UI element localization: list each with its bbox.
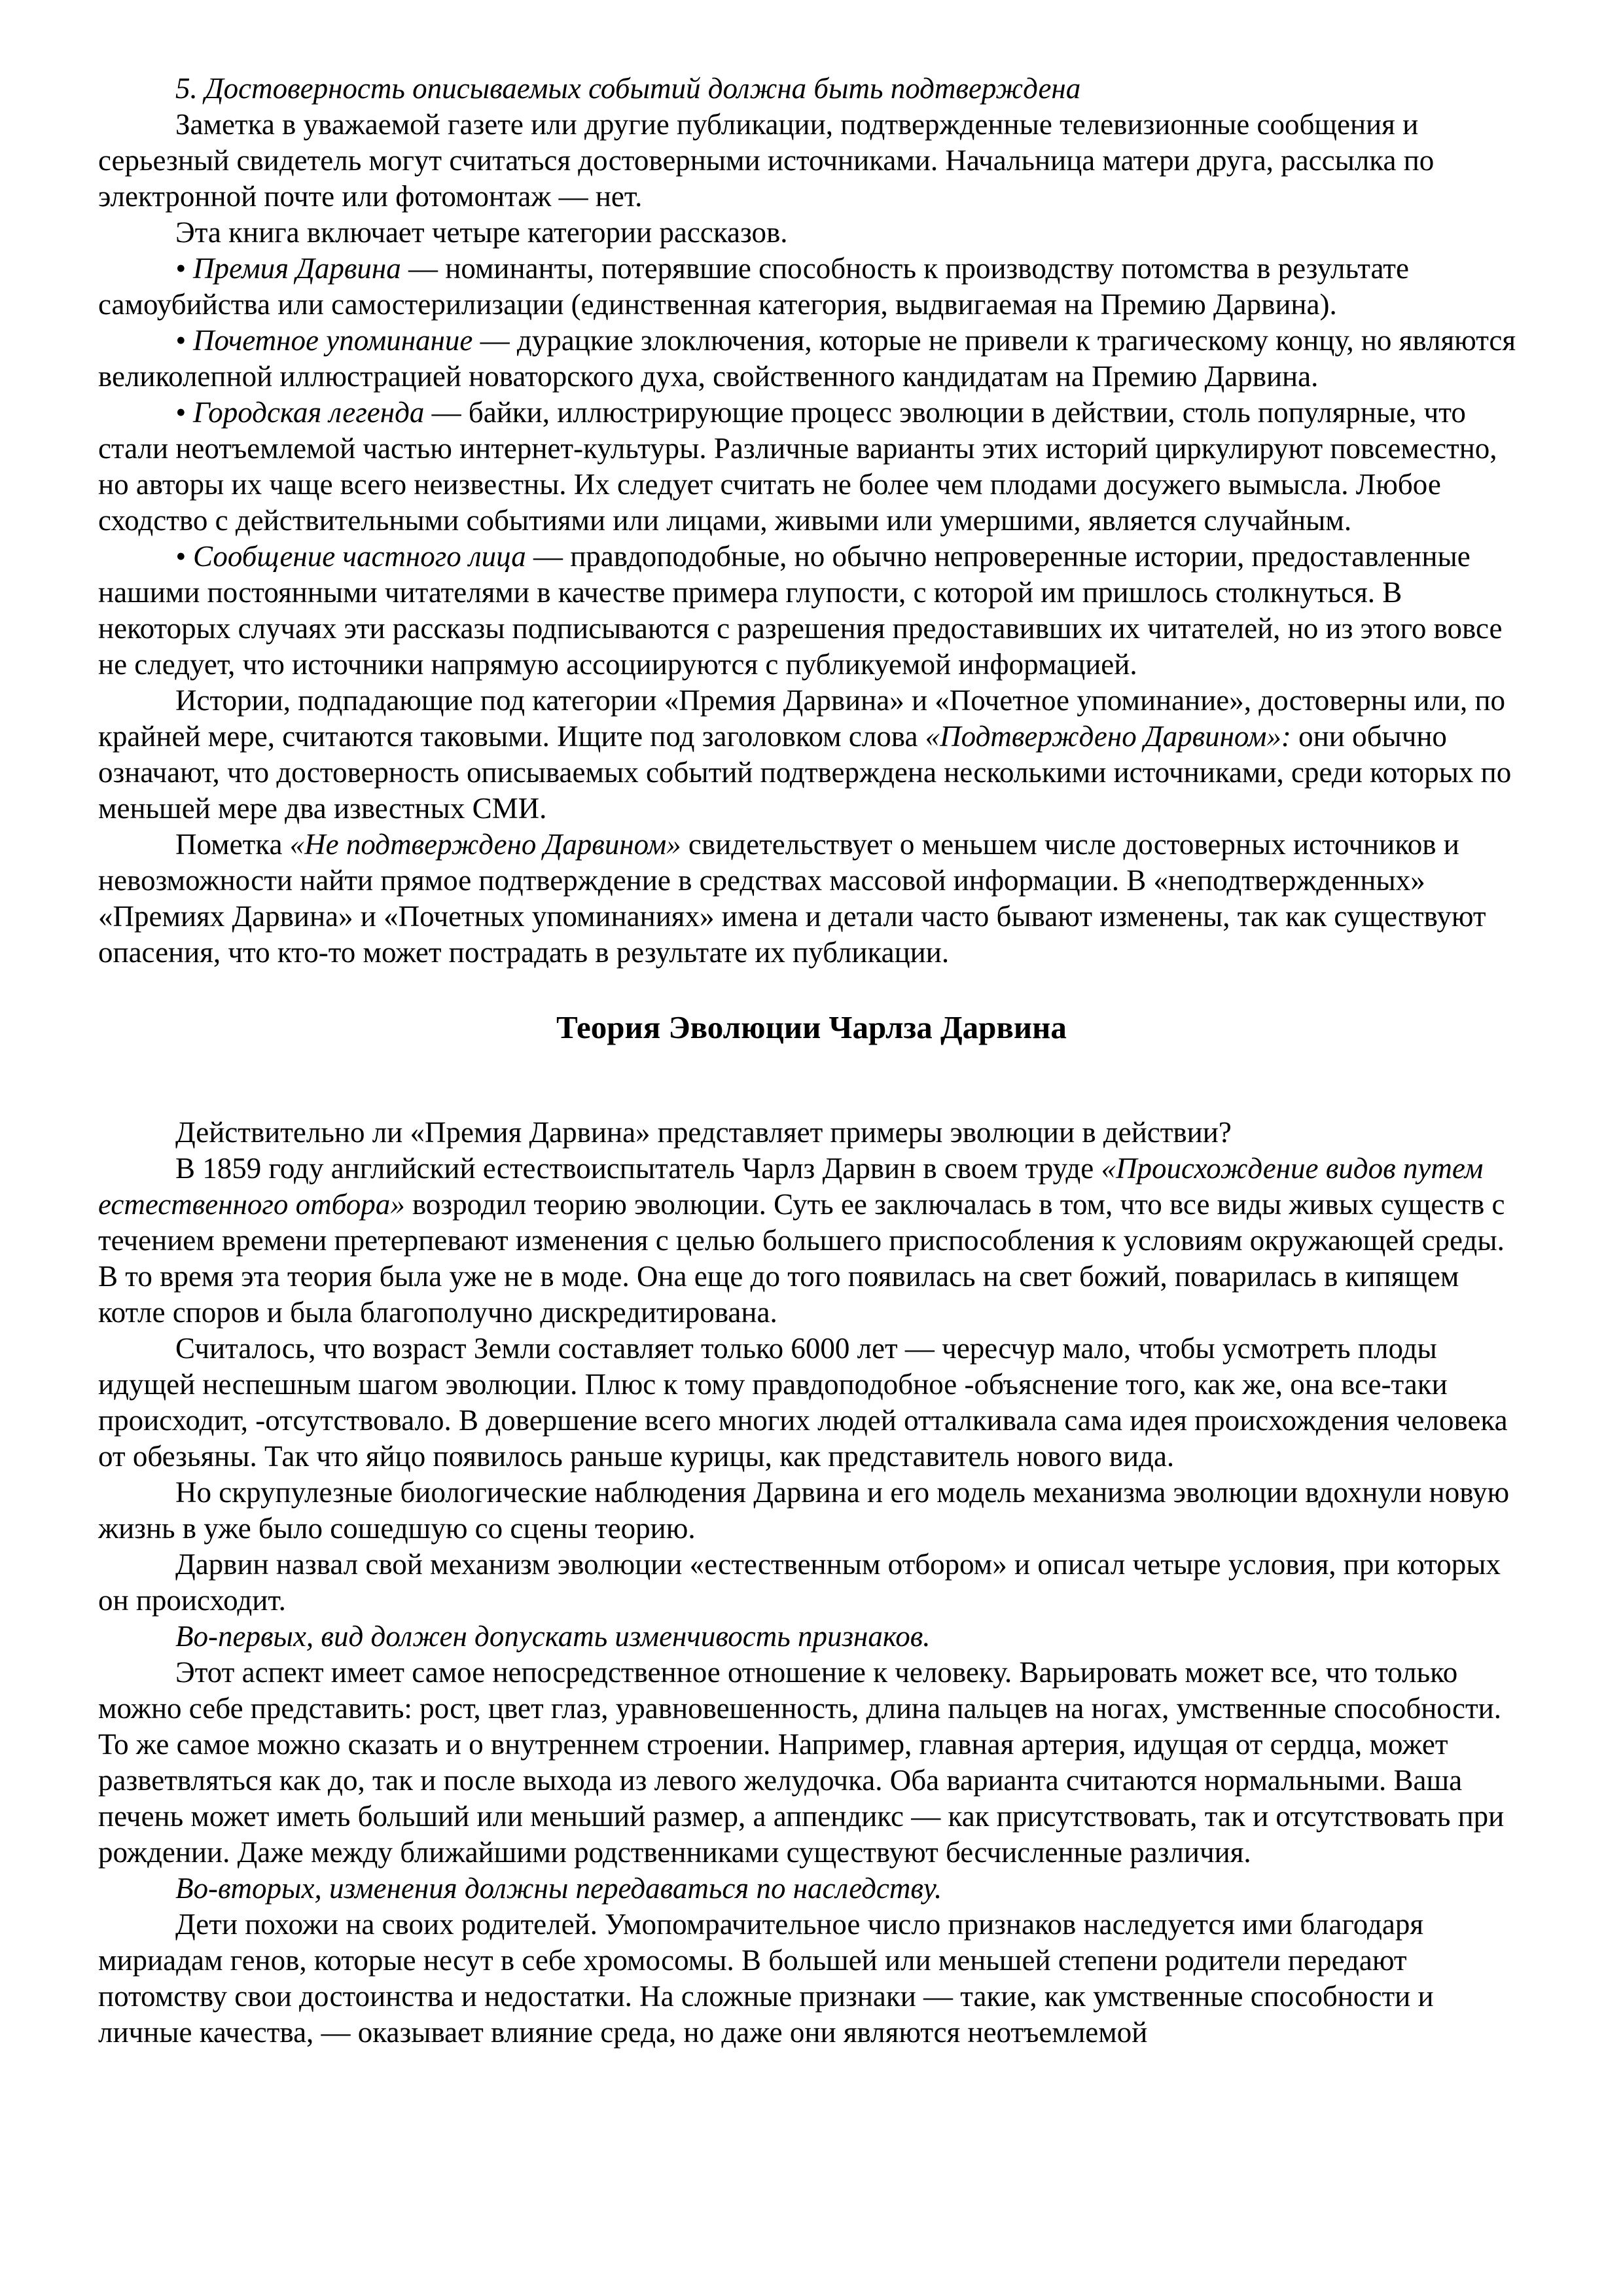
paragraph: Но скрупулезные биологические наблюдения Дарвина и его модель механизма эволюции вдохнули новую жизнь в уже было сошедшую со сцены теорию. xyxy=(98,1476,1510,1545)
paragraph-text: В 1859 году английский естествоиспытатель Чарлз Дарвин в своем труде xyxy=(175,1152,1101,1185)
condition-heading xyxy=(98,1619,1525,1655)
paragraph: Этот аспект имеет самое непосредственное отношение к человеку. Варьировать может все, что только можно себе представить: рост, цвет глаз, уравновешенность, длина пальцев на ногах, умственные способности. То же самое можно сказать и о внутреннем строении. Например, главная артерия, идущая от сердца, может разветвляться как до, так и после выхода из левого желудочка. Оба варианта считаются нормальными. Ваша печень может иметь больший или меньший размер, а аппендикс — как присутствовать, так и отсутствовать при рождении. Даже между ближайшими родственниками существуют бесчисленные различия. xyxy=(98,1656,1505,1869)
condition-text: Во-вторых, изменения должны передаваться по наследству. xyxy=(175,1872,942,1905)
paragraph: Эта книга включает четыре категории рассказов. xyxy=(175,216,788,249)
spacer xyxy=(98,1045,1525,1115)
paragraph-text: они обычно означают, что достоверность описываемых событий подтверждена несколькими источниками, среди которых по меньшей мере два известных СМИ. xyxy=(98,720,1512,825)
category-name: • Премия Дарвина xyxy=(175,252,401,285)
category-name: • Сообщение частного лица xyxy=(175,540,526,573)
paragraph-text: возродил теорию эволюции. Суть ее заключалась в том, что все виды живых существ с течением времени претерпевают изменения с целью большего приспособления к условиям окружающей среды. В то время эта теория была уже не в моде. Она еще до того появилась на свет божий, поварилась в кипящем котле споров и была благополучно дискредитирована. xyxy=(98,1188,1505,1329)
spacer xyxy=(98,971,1525,1009)
category-item xyxy=(98,251,1525,323)
category-name: • Городская легенда xyxy=(175,396,425,429)
paragraph-text: Пометка xyxy=(175,828,290,861)
category-item xyxy=(98,395,1525,539)
paragraph xyxy=(98,683,1525,827)
category-description: — номинанты, потерявшие способность к производству потомства в результате самоубийства или самостерилизации (единственная категория, выдвигаемая на Премию Дарвина). xyxy=(98,252,1409,321)
category-item xyxy=(98,323,1525,395)
category-description: — дурацкие злоключения, которые не привели к трагическому концу, но являются великолепной иллюстрацией новаторского духа, свойственного кандидатам на Премию Дарвина. xyxy=(98,324,1516,393)
category-item xyxy=(98,539,1525,683)
paragraph: Дети похожи на своих родителей. Умопомрачительное число признаков наследуется ими благодаря мириадам генов, которые несут в себе хромосомы. В большей или меньшей степени родители передают потомству свои достоинства и недостатки. На сложные признаки — такие, как умственные способности и личные качества, — оказывает влияние среда, но даже они являются неотъемлемой xyxy=(98,1908,1434,2049)
paragraph: Заметка в уважаемой газете или другие публикации, подтвержденные телевизионные сообщения и серьезный свидетель могут считаться достоверными источниками. Начальница матери друга, рассылка по электронной почте или фотомонтаж — нет. xyxy=(98,108,1435,213)
condition-text: Во-первых, вид должен допускать изменчивость признаков. xyxy=(175,1620,931,1653)
paragraph xyxy=(98,827,1525,971)
category-description: — правдоподобные, но обычно непроверенные истории, предоставленные нашими постоянными читателями в качестве примера глупости, с которой им пришлось столкнуться. В некоторых случаях эти рассказы подписываются с разрешения предоставивших их читателей, но из этого вовсе не следует, что источники напрямую ассоциируются с публикуемой информацией. xyxy=(98,540,1503,681)
condition-heading xyxy=(98,1871,1525,1907)
paragraph-text: свидетельствует о меньшем числе достоверных источников и невозможности найти прямое подтверждение в средствах массовой информации. В «неподтвержденных» «Премиях Дарвина» и «Почетных упоминаниях» имена и детали часто бывают изменены, так как существуют опасения, что кто-то может пострадать в результате их публикации. xyxy=(98,828,1486,969)
paragraph-italic: «Происхождение видов путем естественного отбора» xyxy=(98,1152,1484,1221)
criterion-heading xyxy=(98,71,1525,107)
category-name: • Почетное упоминание xyxy=(175,324,473,357)
paragraph xyxy=(98,1151,1525,1331)
paragraph: Действительно ли «Премия Дарвина» представляет примеры эволюции в действии? xyxy=(175,1116,1232,1149)
paragraph-italic: «Подтверждено Дарвином»: xyxy=(925,720,1291,753)
section-title: Теория Эволюции Чарлза Дарвина xyxy=(556,1009,1067,1045)
paragraph-italic: «Не подтверждено Дарвином» xyxy=(289,828,681,861)
paragraph-text: Истории, подпадающие под категории «Премия Дарвина» и «Почетное упоминание», достоверны или, по крайней мере, считаются таковыми. Ищите под заголовком слова xyxy=(98,684,1506,753)
paragraph: Дарвин назвал свой механизм эволюции «естественным отбором» и описал четыре условия, при которых он происходит. xyxy=(98,1548,1501,1617)
criterion-heading-text: 5. Достоверность описываемых событий должна быть подтверждена xyxy=(175,72,1081,105)
category-description: — байки, иллюстрирующие процесс эволюции в действии, столь популярные, что стали неотъемлемой частью интернет-культуры. Различные варианты этих историй циркулируют повсеместно, но авторы их чаще всего неизвестны. Их следует считать не более чем плодами досужего вымысла. Любое сходство с действительными событиями или лицами, живыми или умершими, является случайным. xyxy=(98,396,1497,537)
paragraph: Считалось, что возраст Земли составляет только 6000 лет — чересчур мало, чтобы усмотреть плоды идущей неспешным шагом эволюции. Плюс к тому правдоподобное -объяснение того, как же, она все-таки происходит, -отсутствовало. В довершение всего многих людей отталкивала сама идея происхождения человека от обезьяны. Так что яйцо появилось раньше курицы, как представитель нового вида. xyxy=(98,1332,1508,1473)
